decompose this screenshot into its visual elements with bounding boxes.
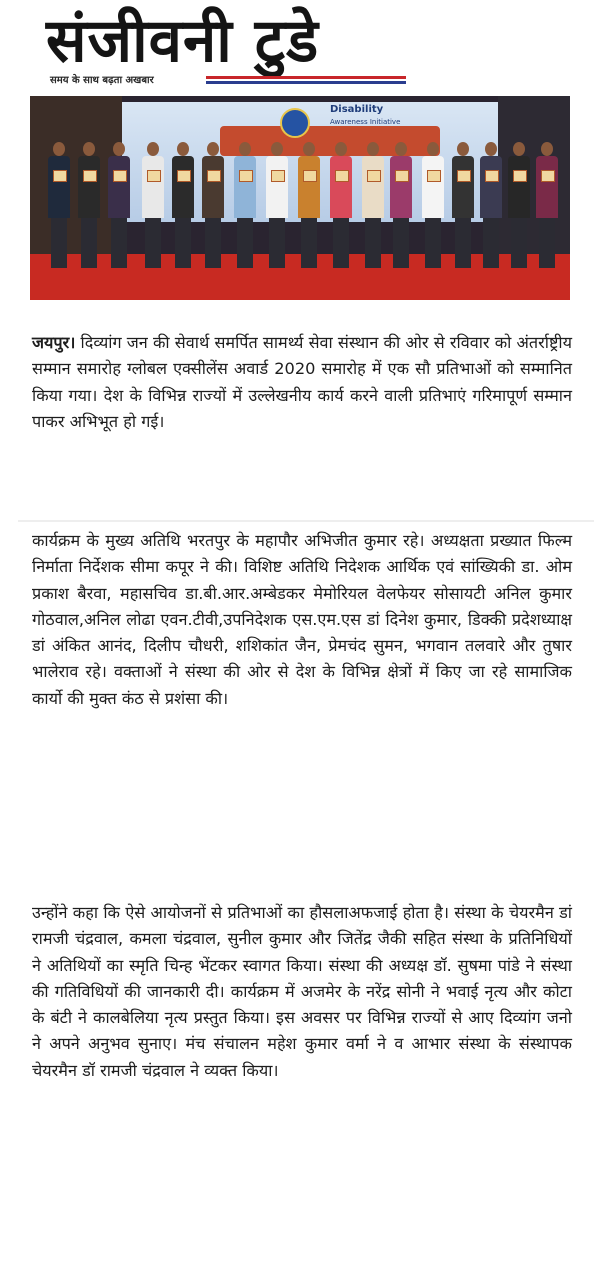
person: [48, 142, 70, 268]
newspaper-masthead: [36, 4, 566, 92]
person: [330, 142, 352, 268]
person: [78, 142, 100, 268]
person: [508, 142, 530, 268]
banner-text: [330, 104, 400, 128]
dateline: जयपुर।: [32, 333, 76, 352]
article-paragraph-2: कार्यक्रम के मुख्य अतिथि भरतपुर के महापौर अभिजीत कुमार रहे। अध्यक्षता प्रख्यात फिल्म निर्माता निर्देशक सीमा कपूर ने की। विशिष्ट अतिथि निदेशक आर्थिक एवं सांख्यिकी डा. ओम प्रकाश बैरवा, महासचिव डा.बी.आर.अम्बेडकर मेमोरियल वेलफेयर सोसायटी अनिल कुमार गोठवाल,अनिल लोढा एवन.टीवी,उपनिदेशक एस.एम.एस डां दिनेश कुमार, डिक्की प्रदेशध्याक्ष डां अंकित आनंद, दिलीप चौधरी, शशिकांत जैन, प्रेमचंद सुमन, भगवान तलवारे और तुषार भालेराव रहे। वक्ताओं ने संस्था की ओर से देश के विभिन्न क्षेत्रों में किए जा रहे सामाजिक कार्यो की मुक्त कंठ से प्रशंसा की।: [32, 531, 572, 708]
article-body: [32, 330, 572, 1084]
person: [480, 142, 502, 268]
newspaper-tagline: समय के साथ बढ़ता अखबार: [50, 75, 154, 86]
banner-title: Disability: [330, 104, 384, 115]
person: [172, 142, 194, 268]
organization-logo: [280, 108, 310, 138]
person: [108, 142, 130, 268]
banner-subtitle: Awareness Initiative: [330, 118, 401, 126]
newspaper-title: संजीवनी टुडे: [46, 6, 320, 76]
person: [234, 142, 256, 268]
person: [422, 142, 444, 268]
person: [362, 142, 384, 268]
article-paragraph-1: [32, 330, 572, 514]
person: [202, 142, 224, 268]
person: [266, 142, 288, 268]
person: [452, 142, 474, 268]
masthead-blue-rule: [206, 81, 406, 84]
masthead-red-rule: [206, 76, 406, 79]
person: [298, 142, 320, 268]
person: [390, 142, 412, 268]
person: [536, 142, 558, 268]
paragraph-1-text: दिव्यांग जन की सेवार्थ समर्पित सामर्थ्य सेवा संस्थान की ओर से रविवार को अंतर्राष्ट्रीय सम्मान समारोह ग्लोबल एक्सीलेंस अवार्ड 2020 समारोह में एक सौ प्रतिभाओं को सम्मानित किया गया। देश के विभिन्न राज्यों में उल्लेखनीय कार्य करने वाली प्रतिभाएं गरिमापूर्ण सम्मान पाकर अभिभूत हो गई।: [32, 333, 572, 431]
article-paragraph-3: उन्होंने कहा कि ऐसे आयोजनों से प्रतिभाओं का हौसलाअफजाई होता है। संस्था के चेयरमैन डां रामजी चंद्रवाल, कमला चंद्रवाल, सुनील कुमार और जितेंद्र जैकी सहित संस्था के प्रतिनिधियों ने अतिथियों का स्मृति चिन्ह भेंटकर स्वागत किया। संस्था की अध्यक्ष डॉ. सुषमा पांडे ने संस्था की गतिविधियों की जानकारी दी। कार्यक्रम में अजमेर के नरेंद्र सोनी ने भवाई नृत्य और कोटा के बंटी ने कालबेलिया नृत्य प्रस्तुत किया। इस अवसर पर विभिन्न राज्यों से आए दिव्यांग जनो ने अपने अनुभव सुनाए। मंच संचालन महेश कुमार वर्मा ने व आभार संस्था के संस्थापक चेयरमैन डॉ रामजी चंद्रवाल ने व्यक्त किया।: [32, 903, 572, 1080]
event-photo: [30, 96, 570, 300]
person: [142, 142, 164, 268]
